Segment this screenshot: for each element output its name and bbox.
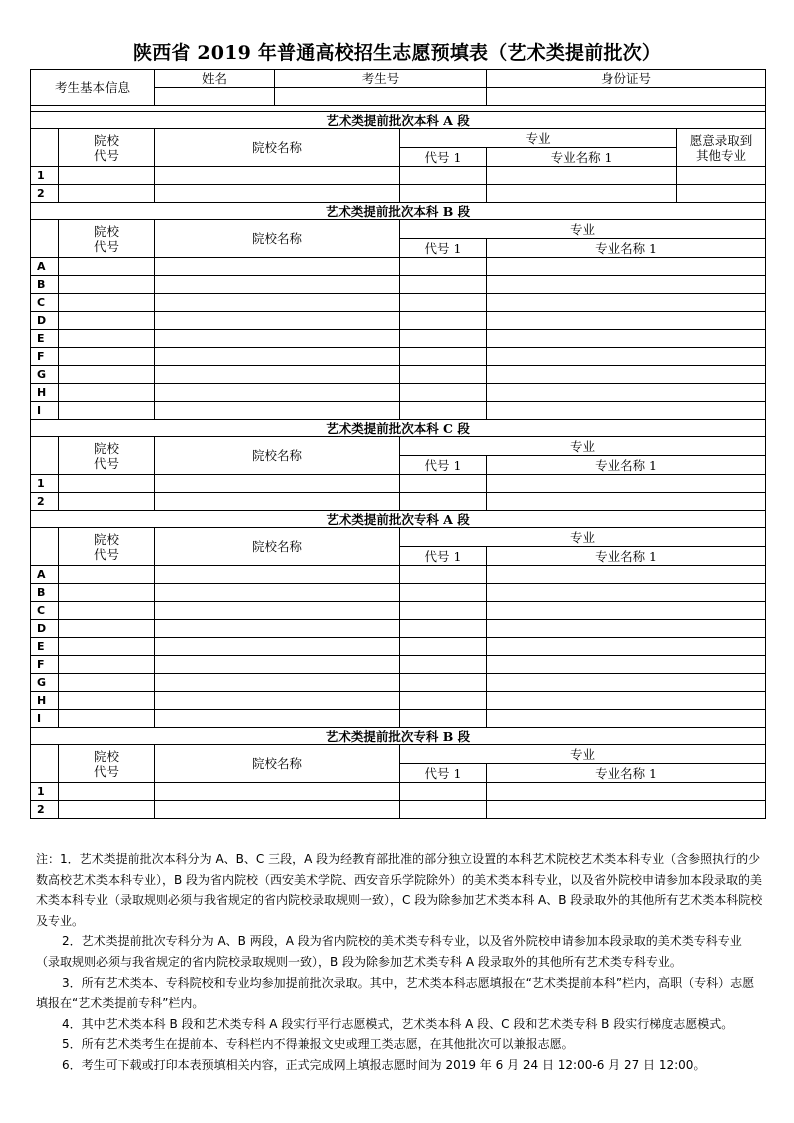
major-code-cell[interactable] [400, 366, 487, 384]
section-header-row [31, 745, 766, 764]
major-name-cell[interactable] [487, 475, 766, 493]
table-row [31, 348, 766, 366]
section-title: 艺术类提前批次专科 B 段 [31, 728, 766, 745]
table-row [31, 674, 766, 692]
major-code-cell[interactable] [400, 692, 487, 710]
major-code-cell[interactable] [400, 312, 487, 330]
school-code-cell[interactable] [59, 384, 155, 402]
row-label: G [31, 366, 59, 384]
major-code-cell[interactable] [400, 638, 487, 656]
school-code-cell[interactable] [59, 348, 155, 366]
section-title-row [31, 420, 766, 437]
major-name-cell[interactable] [487, 493, 766, 511]
table-row [31, 801, 766, 819]
section-header-row [31, 220, 766, 239]
major-code-cell[interactable] [400, 258, 487, 276]
row-label: 2 [31, 493, 59, 511]
col-header-school-name: 院校名称 [155, 528, 400, 566]
exam-number-label: 考生号 [275, 70, 487, 88]
note-item-4: 4．其中艺术类本科 B 段和艺术类专科 A 段实行平行志愿模式，艺术类本科 A 段、C 段和艺术类专科 B 段实行梯度志愿模式。 [62, 1016, 734, 1031]
major-name-cell[interactable] [487, 638, 766, 656]
major-name-cell[interactable] [487, 384, 766, 402]
name-label: 姓名 [155, 70, 275, 88]
school-name-cell[interactable] [155, 258, 400, 276]
major-name-cell[interactable] [487, 692, 766, 710]
row-label: 2 [31, 801, 59, 819]
col-header-major-code: 代号 1 [400, 148, 487, 167]
major-code-cell[interactable] [400, 710, 487, 728]
col-header-blank [31, 528, 59, 566]
col-header-blank [31, 745, 59, 783]
table-row [31, 656, 766, 674]
major-code-cell[interactable] [400, 185, 487, 203]
school-code-cell[interactable] [59, 167, 155, 185]
school-name-cell[interactable] [155, 602, 400, 620]
school-name-cell[interactable] [155, 348, 400, 366]
major-name-cell[interactable] [487, 185, 677, 203]
school-code-cell[interactable] [59, 602, 155, 620]
table-row [31, 638, 766, 656]
row-label: F [31, 656, 59, 674]
table-row [31, 620, 766, 638]
row-label: A [31, 258, 59, 276]
table-row [31, 402, 766, 420]
major-name-cell[interactable] [487, 348, 766, 366]
major-code-cell[interactable] [400, 330, 487, 348]
col-header-major-code: 代号 1 [400, 764, 487, 783]
school-code-cell[interactable] [59, 674, 155, 692]
note-item-3: 3．所有艺术类本、专科院校和专业均参加提前批次录取。其中，艺术类本科志愿填报在“艺术类提前本科”栏内，高职（专科）志愿填报在“艺术类提前专科”栏内。 [36, 975, 755, 1011]
school-name-cell[interactable] [155, 566, 400, 584]
section-title: 艺术类提前批次本科 B 段 [31, 203, 766, 220]
section-title-row [31, 728, 766, 745]
col-header-major-code: 代号 1 [400, 547, 487, 566]
school-name-cell[interactable] [155, 638, 400, 656]
section-header-row [31, 437, 766, 456]
school-code-cell[interactable] [59, 493, 155, 511]
row-label: 1 [31, 783, 59, 801]
col-header-school-code-line: 代号 [94, 455, 120, 471]
major-name-cell[interactable] [487, 276, 766, 294]
major-name-cell[interactable] [487, 566, 766, 584]
school-code-cell[interactable] [59, 584, 155, 602]
row-label: A [31, 566, 59, 584]
school-code-cell[interactable] [59, 566, 155, 584]
school-name-cell[interactable] [155, 584, 400, 602]
school-code-cell[interactable] [59, 294, 155, 312]
col-header-major-name: 专业名称 1 [487, 764, 766, 783]
major-code-cell[interactable] [400, 294, 487, 312]
section-title: 艺术类提前批次本科 C 段 [31, 420, 766, 437]
major-name-cell[interactable] [487, 674, 766, 692]
school-code-cell[interactable] [59, 710, 155, 728]
row-label: G [31, 674, 59, 692]
row-label: I [31, 710, 59, 728]
table-row [31, 167, 766, 185]
table-row [31, 258, 766, 276]
col-header-major-code: 代号 1 [400, 456, 487, 475]
col-header-school-code-line: 院校 [94, 440, 120, 456]
willing-cell[interactable] [677, 185, 766, 203]
school-code-cell[interactable] [59, 330, 155, 348]
col-header-major-name: 专业名称 1 [487, 239, 766, 258]
major-name-cell[interactable] [487, 584, 766, 602]
major-name-cell[interactable] [487, 366, 766, 384]
major-name-cell[interactable] [487, 402, 766, 420]
row-label: C [31, 602, 59, 620]
table-row [31, 384, 766, 402]
major-name-cell[interactable] [487, 602, 766, 620]
col-header-school-code [59, 528, 155, 566]
col-header-school-code-line: 院校 [94, 132, 120, 148]
major-code-cell[interactable] [400, 475, 487, 493]
note-item-5: 5．所有艺术类考生在提前本、专科栏内不得兼报文史或理工类志愿，在其他批次可以兼报志愿。 [62, 1037, 574, 1052]
row-label: C [31, 294, 59, 312]
school-name-cell[interactable] [155, 276, 400, 294]
school-name-cell[interactable] [155, 674, 400, 692]
school-name-cell[interactable] [155, 475, 400, 493]
row-label: E [31, 638, 59, 656]
col-header-school-name: 院校名称 [155, 437, 400, 475]
major-name-cell[interactable] [487, 312, 766, 330]
school-code-cell[interactable] [59, 783, 155, 801]
row-label: 1 [31, 167, 59, 185]
row-label: H [31, 384, 59, 402]
school-name-cell[interactable] [155, 402, 400, 420]
major-code-cell[interactable] [400, 493, 487, 511]
col-header-blank [31, 437, 59, 475]
id-number-label: 身份证号 [487, 70, 766, 88]
school-name-cell[interactable] [155, 384, 400, 402]
table-row [31, 366, 766, 384]
school-code-cell[interactable] [59, 638, 155, 656]
page-title: 陕西省 2019 年普通高校招生志愿预填表（艺术类提前批次） [132, 42, 662, 64]
col-header-major: 专业 [400, 437, 766, 456]
major-code-cell[interactable] [400, 674, 487, 692]
major-code-cell[interactable] [400, 620, 487, 638]
col-header-major: 专业 [400, 129, 677, 148]
note-item-2: 2．艺术类提前批次专科分为 A、B 两段，A 段为省内院校的美术类专科专业，以及省外院校申请参加本段录取的美术类专科专业（录取规则必须与我省规定的省内院校录取规则一致），B 段为除参加艺术类专科 A 段录取外的其他所有艺术类专科专业。 [36, 934, 742, 969]
major-name-cell[interactable] [487, 801, 766, 819]
major-name-cell[interactable] [487, 656, 766, 674]
col-header-school-code-line: 代号 [94, 147, 120, 163]
major-name-cell[interactable] [487, 330, 766, 348]
school-name-cell[interactable] [155, 710, 400, 728]
col-header-school-code-line: 代号 [94, 238, 120, 254]
row-label: I [31, 402, 59, 420]
col-header-school-code-line: 代号 [94, 763, 120, 779]
major-code-cell[interactable] [400, 276, 487, 294]
col-header-major: 专业 [400, 528, 766, 547]
major-code-cell[interactable] [400, 584, 487, 602]
col-header-major: 专业 [400, 220, 766, 239]
row-label: F [31, 348, 59, 366]
table-row [31, 783, 766, 801]
school-name-cell[interactable] [155, 620, 400, 638]
school-code-cell[interactable] [59, 656, 155, 674]
col-header-school-name: 院校名称 [155, 745, 400, 783]
table-row [31, 493, 766, 511]
col-header-school-name: 院校名称 [155, 220, 400, 258]
basic-info-label: 考生基本信息 [31, 70, 155, 106]
major-code-cell[interactable] [400, 167, 487, 185]
section-title: 艺术类提前批次专科 A 段 [31, 511, 766, 528]
col-header-school-code-line: 院校 [94, 531, 120, 547]
col-header-school-code [59, 437, 155, 475]
section-title-row [31, 511, 766, 528]
col-header-blank [31, 220, 59, 258]
table-row [31, 710, 766, 728]
col-header-school-code [59, 129, 155, 167]
major-code-cell[interactable] [400, 348, 487, 366]
table-row [31, 294, 766, 312]
school-code-cell[interactable] [59, 692, 155, 710]
col-header-willing [677, 129, 766, 167]
table-row [31, 584, 766, 602]
willing-cell[interactable] [677, 167, 766, 185]
school-code-cell[interactable] [59, 312, 155, 330]
row-label: 2 [31, 185, 59, 203]
school-code-cell[interactable] [59, 185, 155, 203]
row-label: E [31, 330, 59, 348]
school-code-cell[interactable] [59, 620, 155, 638]
col-header-school-code-line: 代号 [94, 546, 120, 562]
major-code-cell[interactable] [400, 384, 487, 402]
school-name-cell[interactable] [155, 783, 400, 801]
col-header-major-name: 专业名称 1 [487, 547, 766, 566]
major-code-cell[interactable] [400, 566, 487, 584]
major-name-cell[interactable] [487, 710, 766, 728]
major-code-cell[interactable] [400, 783, 487, 801]
table-row [31, 312, 766, 330]
table-row [31, 185, 766, 203]
row-label: 1 [31, 475, 59, 493]
col-header-school-code [59, 220, 155, 258]
school-name-cell[interactable] [155, 801, 400, 819]
school-name-cell[interactable] [155, 167, 400, 185]
school-name-cell[interactable] [155, 330, 400, 348]
name-field[interactable] [155, 88, 275, 106]
table-row [31, 602, 766, 620]
table-row [31, 692, 766, 710]
school-code-cell[interactable] [59, 258, 155, 276]
major-name-cell[interactable] [487, 620, 766, 638]
exam-number-field[interactable] [275, 88, 487, 106]
section-title: 艺术类提前批次本科 A 段 [31, 112, 766, 129]
col-header-major-name: 专业名称 1 [487, 456, 766, 475]
col-header-school-code-line: 院校 [94, 748, 120, 764]
major-name-cell[interactable] [487, 783, 766, 801]
section-title-row [31, 203, 766, 220]
major-code-cell[interactable] [400, 602, 487, 620]
row-label: H [31, 692, 59, 710]
application-form-table [30, 69, 766, 819]
school-code-cell[interactable] [59, 276, 155, 294]
school-name-cell[interactable] [155, 493, 400, 511]
school-name-cell[interactable] [155, 312, 400, 330]
school-code-cell[interactable] [59, 475, 155, 493]
section-title-row [31, 112, 766, 129]
school-name-cell[interactable] [155, 692, 400, 710]
row-label: D [31, 312, 59, 330]
major-code-cell[interactable] [400, 656, 487, 674]
col-header-major-code: 代号 1 [400, 239, 487, 258]
school-name-cell[interactable] [155, 656, 400, 674]
row-label: D [31, 620, 59, 638]
col-header-school-name: 院校名称 [155, 129, 400, 167]
row-label: B [31, 276, 59, 294]
note-item-1: 注：1．艺术类提前批次本科分为 A、B、C 三段，A 段为经教育部批准的部分独立设置的本科艺术院校艺术类本科专业（含参照执行的少数高校艺术类本科专业），B 段为省内院校（西安美术学院、西安音乐学院除外）的美术类本科专业，以及省外院校申请参加本段录取的美术类本科专业（录取规则必须与我省规定的省内院校录取规则一致），C 段为除参加艺术类本科 A、B 段录取外的其他所有艺术类本科院校及专业。 [36, 852, 763, 928]
table-row [31, 475, 766, 493]
id-number-field[interactable] [487, 88, 766, 106]
school-name-cell[interactable] [155, 185, 400, 203]
major-code-cell[interactable] [400, 801, 487, 819]
major-name-cell[interactable] [487, 294, 766, 312]
school-name-cell[interactable] [155, 294, 400, 312]
row-label: B [31, 584, 59, 602]
major-name-cell[interactable] [487, 258, 766, 276]
table-row [31, 276, 766, 294]
major-code-cell[interactable] [400, 402, 487, 420]
col-header-willing-line: 其他专业 [696, 147, 747, 163]
school-name-cell[interactable] [155, 366, 400, 384]
col-header-major-name: 专业名称 1 [487, 148, 677, 167]
notes-section [36, 849, 764, 1076]
major-name-cell[interactable] [487, 167, 677, 185]
section-header-row [31, 528, 766, 547]
section-header-row [31, 129, 766, 148]
col-header-blank [31, 129, 59, 167]
col-header-school-code [59, 745, 155, 783]
basic-info-row [31, 70, 766, 88]
note-item-6: 6．考生可下载或打印本表预填相关内容，正式完成网上填报志愿时间为 2019 年 6 月 24 日 12:00-6 月 27 日 12:00。 [62, 1057, 706, 1072]
school-code-cell[interactable] [59, 801, 155, 819]
table-row [31, 566, 766, 584]
col-header-school-code-line: 院校 [94, 223, 120, 239]
school-code-cell[interactable] [59, 402, 155, 420]
col-header-major: 专业 [400, 745, 766, 764]
col-header-willing-line: 愿意录取到 [689, 132, 753, 148]
table-row [31, 330, 766, 348]
school-code-cell[interactable] [59, 366, 155, 384]
